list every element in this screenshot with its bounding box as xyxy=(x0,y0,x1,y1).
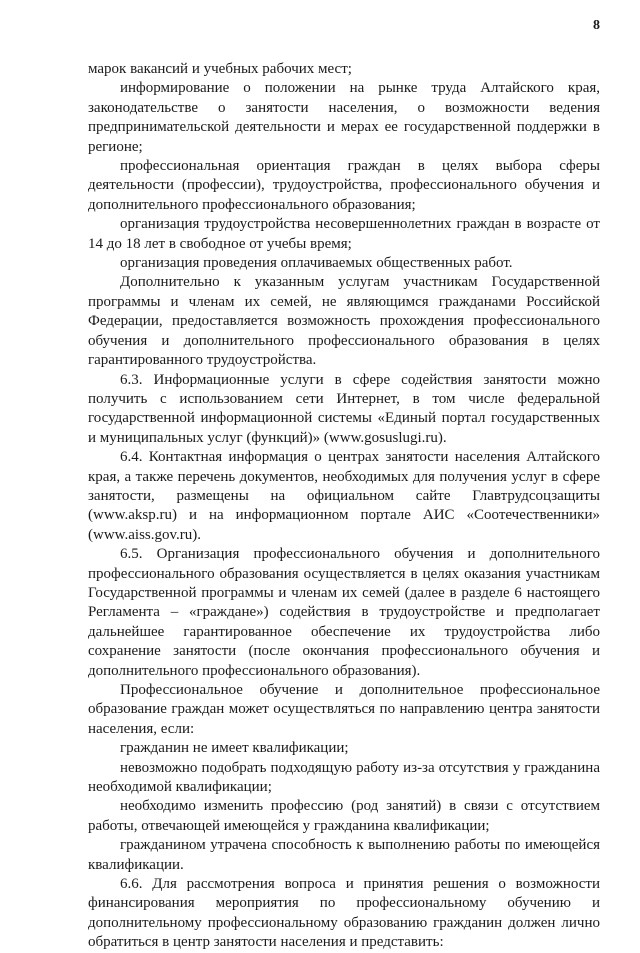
list-item: информирование о положении на рынке труда Алтайского края, законодательстве о занятости населения, о возможности ведения предпринимательской деятельности и мерах ее государственной поддержки в регионе; xyxy=(88,80,600,155)
paragraph: Профессиональное обучение и дополнительное профессиональное образование граждан может осуществляться по направлению центра занятости населения, если: xyxy=(88,682,600,737)
section-6-5: 6.5. Организация профессионального обучения и дополнительного профессионального образования осуществляется в целях оказания участникам Государственной программы и членам их семей (далее в разделе 6 настоящего Регламента – «граждане») содействия в трудоустройстве и предполагает дальнейшее гарантированное обеспечение их трудоустройства либо сохранение занятости (после окончания профессионального обучения и дополнительного профессионального образования). xyxy=(88,546,600,679)
list-item: гражданином утрачена способность к выполнению работы по имеющейся квалификации. xyxy=(88,837,600,873)
paragraph-continuation: марок вакансий и учебных рабочих мест; xyxy=(88,61,352,77)
page-number: 8 xyxy=(593,18,600,33)
list-item: профессиональная ориентация граждан в целях выбора сферы деятельности (профессии), трудоустройства, профессионального обучения и дополнительного профессионального образования; xyxy=(88,158,600,213)
section-6-3: 6.3. Информационные услуги в сфере содействия занятости можно получить с использованием сети Интернет, в том числе федеральной государственной информационной системы «Единый портал государственных и муниципальных услуг (функций)» (www.gosuslugi.ru). xyxy=(88,371,600,446)
paragraph: Дополнительно к указанным услугам участникам Государственной программы и членам их семей, не являющимся гражданами Российской Федерации, предоставляется возможность прохождения профессионального обучения и дополнительного профессионального образования в целях гарантированного трудоустройства. xyxy=(88,274,600,369)
list-item: организация трудоустройства несовершеннолетних граждан в возрасте от 14 до 18 лет в свободное от учебы время; xyxy=(88,216,600,252)
list-item: организация проведения оплачиваемых общественных работ. xyxy=(120,255,513,272)
section-6-4: 6.4. Контактная информация о центрах занятости населения Алтайского края, а также перечень документов, необходимых для получения услуг в сфере занятости, размещены на официальном сайте Главтрудсоцзащиты (www.aksp.ru) и на информационном портале АИС «Соотечественники» (www.aiss.gov.ru). xyxy=(88,449,600,543)
list-item: невозможно подобрать подходящую работу из-за отсутствия у гражданина необходимой квалификации; xyxy=(88,759,600,796)
list-item: необходимо изменить профессию (род занятий) в связи с отсутствием работы, отвечающей имеющейся у гражданина квалификации; xyxy=(88,798,600,834)
document-body xyxy=(88,60,600,953)
list-item: гражданин не имеет квалификации; xyxy=(120,740,349,757)
section-6-6: 6.6. Для рассмотрения вопроса и принятия решения о возможности финансирования мероприятия по профессиональному обучению и дополнительному профессиональному образованию гражданин должен лично обратиться в центр занятости населения и представить: xyxy=(88,876,600,951)
